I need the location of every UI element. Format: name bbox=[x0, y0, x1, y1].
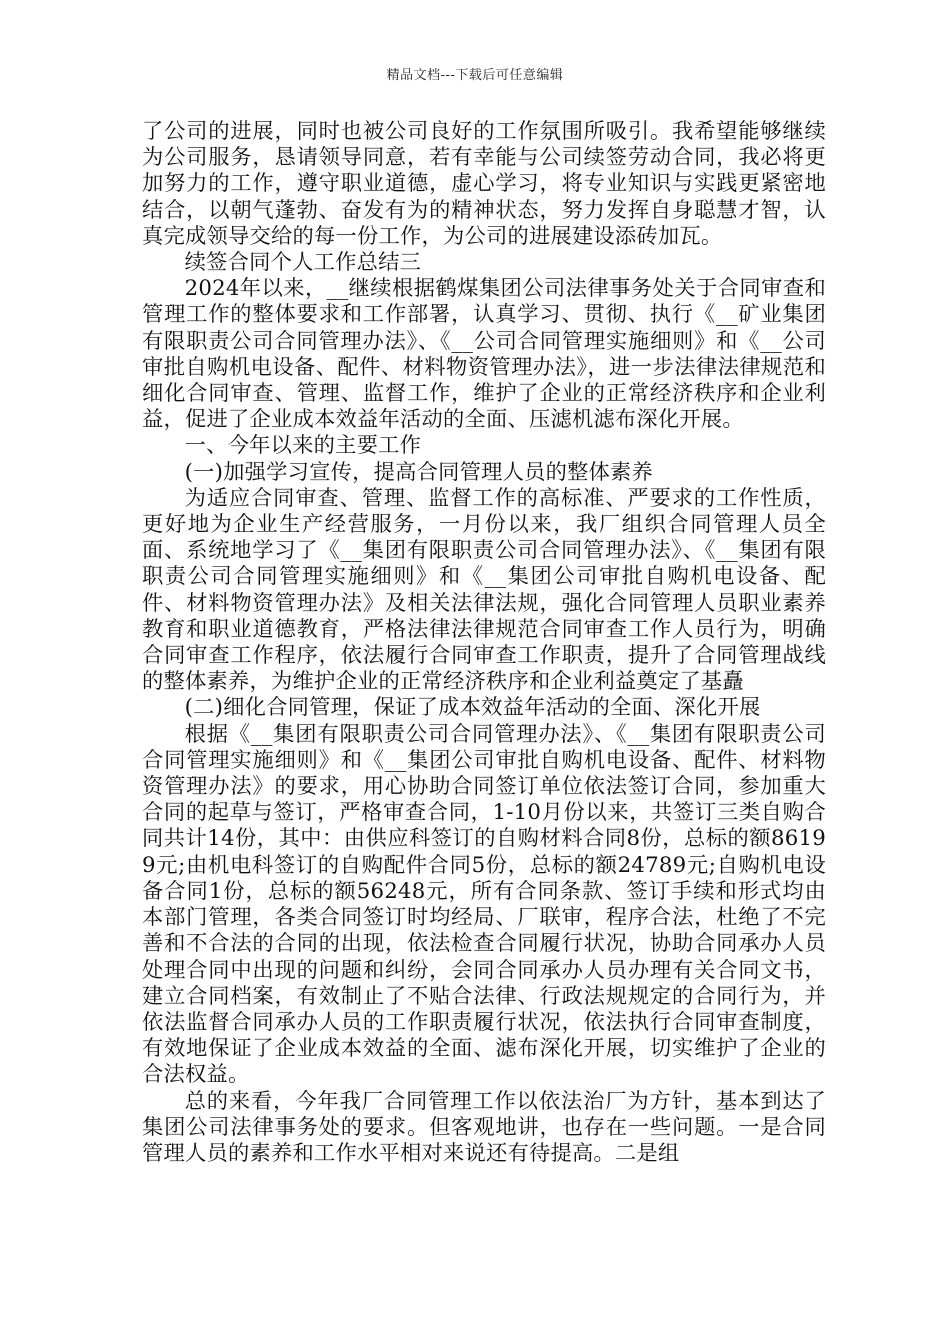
page-header: 精品文档---下载后可任意编辑 bbox=[386, 68, 564, 83]
section-heading-main-work: 一、今年以来的主要工作 bbox=[184, 433, 422, 459]
section-title: 续签合同个人工作总结三 bbox=[184, 250, 422, 276]
subsection-heading-2: (二)细化合同管理，保证了成本效益年活动的全面、深化开展 bbox=[184, 695, 761, 721]
document-body bbox=[142, 119, 826, 1167]
paragraph-contract-management: 根据《__集团有限职责公司合同管理办法》、《__集团有限职责公司合同管理实施细则》和《__集团公司审批自购机电设备、配件、材料物资管理办法》的要求，用心协助合同签订单位依法签订合同，参加重大合同的起草与签订，严格审查合同，1-10月份以来，共签订三类自购合同共计14份，其中：由供应科签订的自购材料合同8份，总标的额86199元;由机电科签订的自购配件合同5份，总标的额24789元;自购机电设备合同1份，总标的额56248元，所有合同条款、签订手续和形式均由本部门管理，各类合同签订时均经局、厂联审，程序合法，杜绝了不完善和不合法的合同的出现，依法检查合同履行状况，协助合同承办人员处理合同中出现的问题和纠纷，会同合同承办人员办理有关合同文书，建立合同档案，有效制止了不贴合法律、行政法规规定的合同行为，并依法监督合同承办人员的工作职责履行状况，依法执行合同审查制度，有效地保证了企业成本效益的全面、滤布深化开展，切实维护了企业的合法权益。 bbox=[142, 721, 826, 1088]
paragraph-study: 为适应合同审查、管理、监督工作的高标准、严要求的工作性质，更好地为企业生产经营服务，一月份以来，我厂组织合同管理人员全面、系统地学习了《__集团有限职责公司合同管理办法》、《__集团有限职责公司合同管理实施细则》和《__集团公司审批自购机电设备、配件、材料物资管理办法》及相关法律法规，强化合同管理人员职业素养教育和职业道德教育，严格法律法律规范合同审查工作人员行为，明确合同审查工作程序，依法履行合同审查工作职责，提升了合同管理战线的整体素养，为维护企业的正常经济秩序和企业利益奠定了基矗 bbox=[142, 485, 826, 695]
paragraph-continuation: 了公司的进展，同时也被公司良好的工作氛围所吸引。我希望能够继续为公司服务，恳请领导同意，若有幸能与公司续签劳动合同，我必将更加努力的工作，遵守职业道德，虚心学习，将专业知识与实践更紧密地结合，以朝气蓬勃、奋发有为的精神状态，努力发挥自身聪慧才智，认真完成领导交给的每一份工作，为公司的进展建设添砖加瓦。 bbox=[142, 119, 826, 249]
paragraph-summary: 总的来看，今年我厂合同管理工作以依法治厂为方针，基本到达了集团公司法律事务处的要求。但客观地讲，也存在一些问题。一是合同管理人员的素养和工作水平相对来说还有待提高。二是组 bbox=[142, 1088, 826, 1166]
paragraph-intro: 2024年以来，__继续根据鹤煤集团公司法律事务处关于合同审查和管理工作的整体要求和工作部署，认真学习、贯彻、执行《__矿业集团有限职责公司合同管理办法》、《__公司合同管理实施细则》和《__公司审批自购机电设备、配件、材料物资管理办法》，进一步法律法律规范和细化合同审查、管理、监督工作，维护了企业的正常经济秩序和企业利益，促进了企业成本效益年活动的全面、压滤机滤布深化开展。 bbox=[142, 276, 826, 433]
subsection-heading-1: (一)加强学习宣传，提高合同管理人员的整体素养 bbox=[184, 459, 654, 485]
